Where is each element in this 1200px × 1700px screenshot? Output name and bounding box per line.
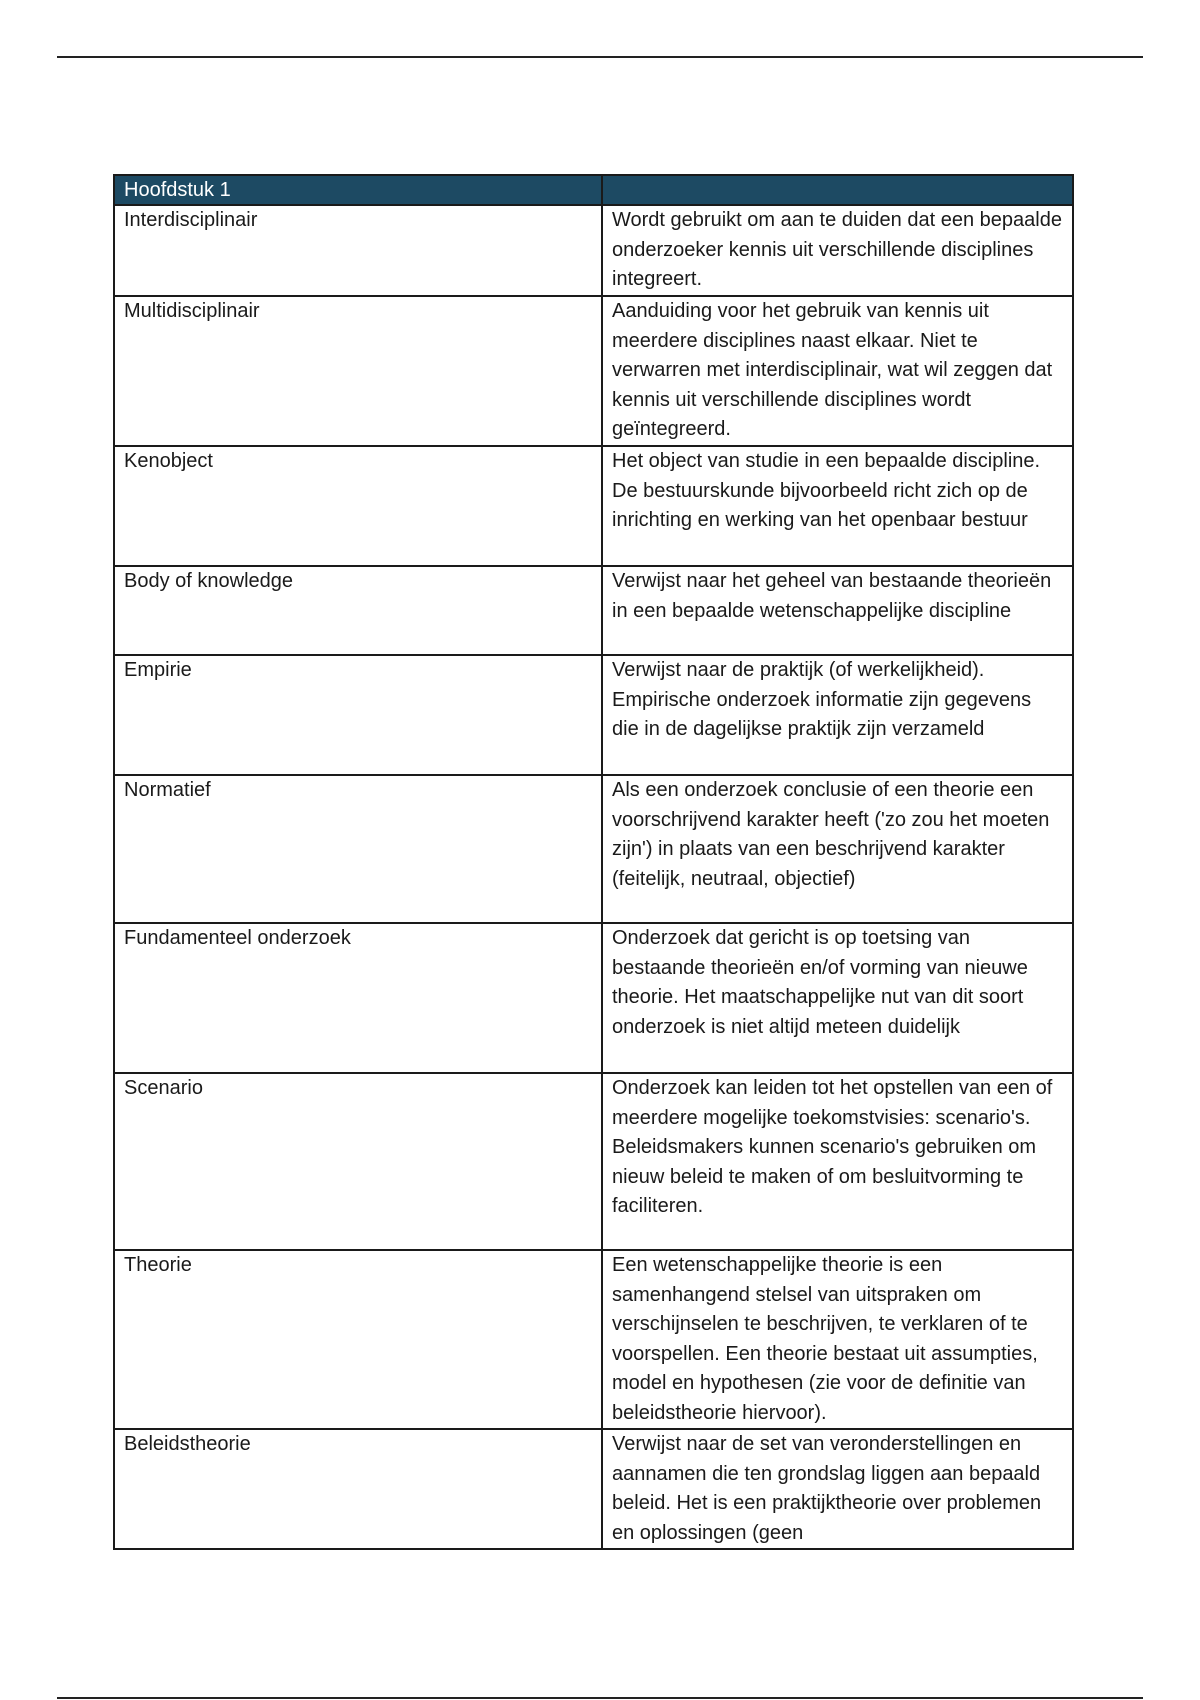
- chapter-heading: Hoofdstuk 1: [114, 175, 602, 205]
- definition-cell: Wordt gebruikt om aan te duiden dat een bepaalde onderzoeker kennis uit verschillende disciplines integreert.: [602, 205, 1073, 296]
- table-row: [114, 1429, 1073, 1549]
- term-cell: Theorie: [114, 1250, 602, 1429]
- term-cell: Beleidstheorie: [114, 1429, 602, 1549]
- table-row: [114, 1250, 1073, 1429]
- table-row: [114, 923, 1073, 1073]
- definition-cell: Onderzoek dat gericht is op toetsing van bestaande theorieën en/of vorming van nieuwe theorie. Het maatschappelijke nut van dit soort onderzoek is niet altijd meteen duidelijk: [602, 923, 1073, 1073]
- definition-cell: Als een onderzoek conclusie of een theorie een voorschrijvend karakter heeft ('zo zou het moeten zijn') in plaats van een beschrijvend karakter (feitelijk, neutraal, objectief): [602, 775, 1073, 923]
- table-row: [114, 296, 1073, 446]
- term-cell: Body of knowledge: [114, 566, 602, 655]
- table-row: [114, 1073, 1073, 1250]
- definition-cell: Verwijst naar de praktijk (of werkelijkheid). Empirische onderzoek informatie zijn gegevens die in de dagelijkse praktijk zijn verzameld: [602, 655, 1073, 775]
- definition-cell: Verwijst naar het geheel van bestaande theorieën in een bepaalde wetenschappelijke discipline: [602, 566, 1073, 655]
- term-cell: Empirie: [114, 655, 602, 775]
- header-empty-cell: [602, 175, 1073, 205]
- glossary-table: [113, 174, 1074, 1550]
- definition-cell: Verwijst naar de set van veronderstellingen en aannamen die ten grondslag liggen aan bepaald beleid. Het is een praktijktheorie over problemen en oplossingen (geen: [602, 1429, 1073, 1549]
- term-cell: Interdisciplinair: [114, 205, 602, 296]
- table-row: [114, 446, 1073, 566]
- table-row: [114, 775, 1073, 923]
- table-row: [114, 655, 1073, 775]
- term-cell: Normatief: [114, 775, 602, 923]
- term-cell: Fundamenteel onderzoek: [114, 923, 602, 1073]
- table-row: [114, 566, 1073, 655]
- term-cell: Kenobject: [114, 446, 602, 566]
- definition-cell: Aanduiding voor het gebruik van kennis uit meerdere disciplines naast elkaar. Niet te verwarren met interdisciplinair, wat wil zeggen dat kennis uit verschillende disciplines wordt geïntegreerd.: [602, 296, 1073, 446]
- footer-rule: [57, 1697, 1143, 1699]
- header-rule: [57, 56, 1143, 58]
- definition-cell: Het object van studie in een bepaalde discipline. De bestuurskunde bijvoorbeeld richt zich op de inrichting en werking van het openbaar bestuur: [602, 446, 1073, 566]
- term-cell: Multidisciplinair: [114, 296, 602, 446]
- table-header-row: [114, 175, 1073, 205]
- definition-cell: Onderzoek kan leiden tot het opstellen van een of meerdere mogelijke toekomstvisies: scenario's. Beleidsmakers kunnen scenario's gebruiken om nieuw beleid te maken of om besluitvorming te faciliteren.: [602, 1073, 1073, 1250]
- definition-cell: Een wetenschappelijke theorie is een samenhangend stelsel van uitspraken om verschijnselen te beschrijven, te verklaren of te voorspellen. Een theorie bestaat uit assumpties, model en hypothesen (zie voor de definitie van beleidstheorie hiervoor).: [602, 1250, 1073, 1429]
- table-row: [114, 205, 1073, 296]
- term-cell: Scenario: [114, 1073, 602, 1250]
